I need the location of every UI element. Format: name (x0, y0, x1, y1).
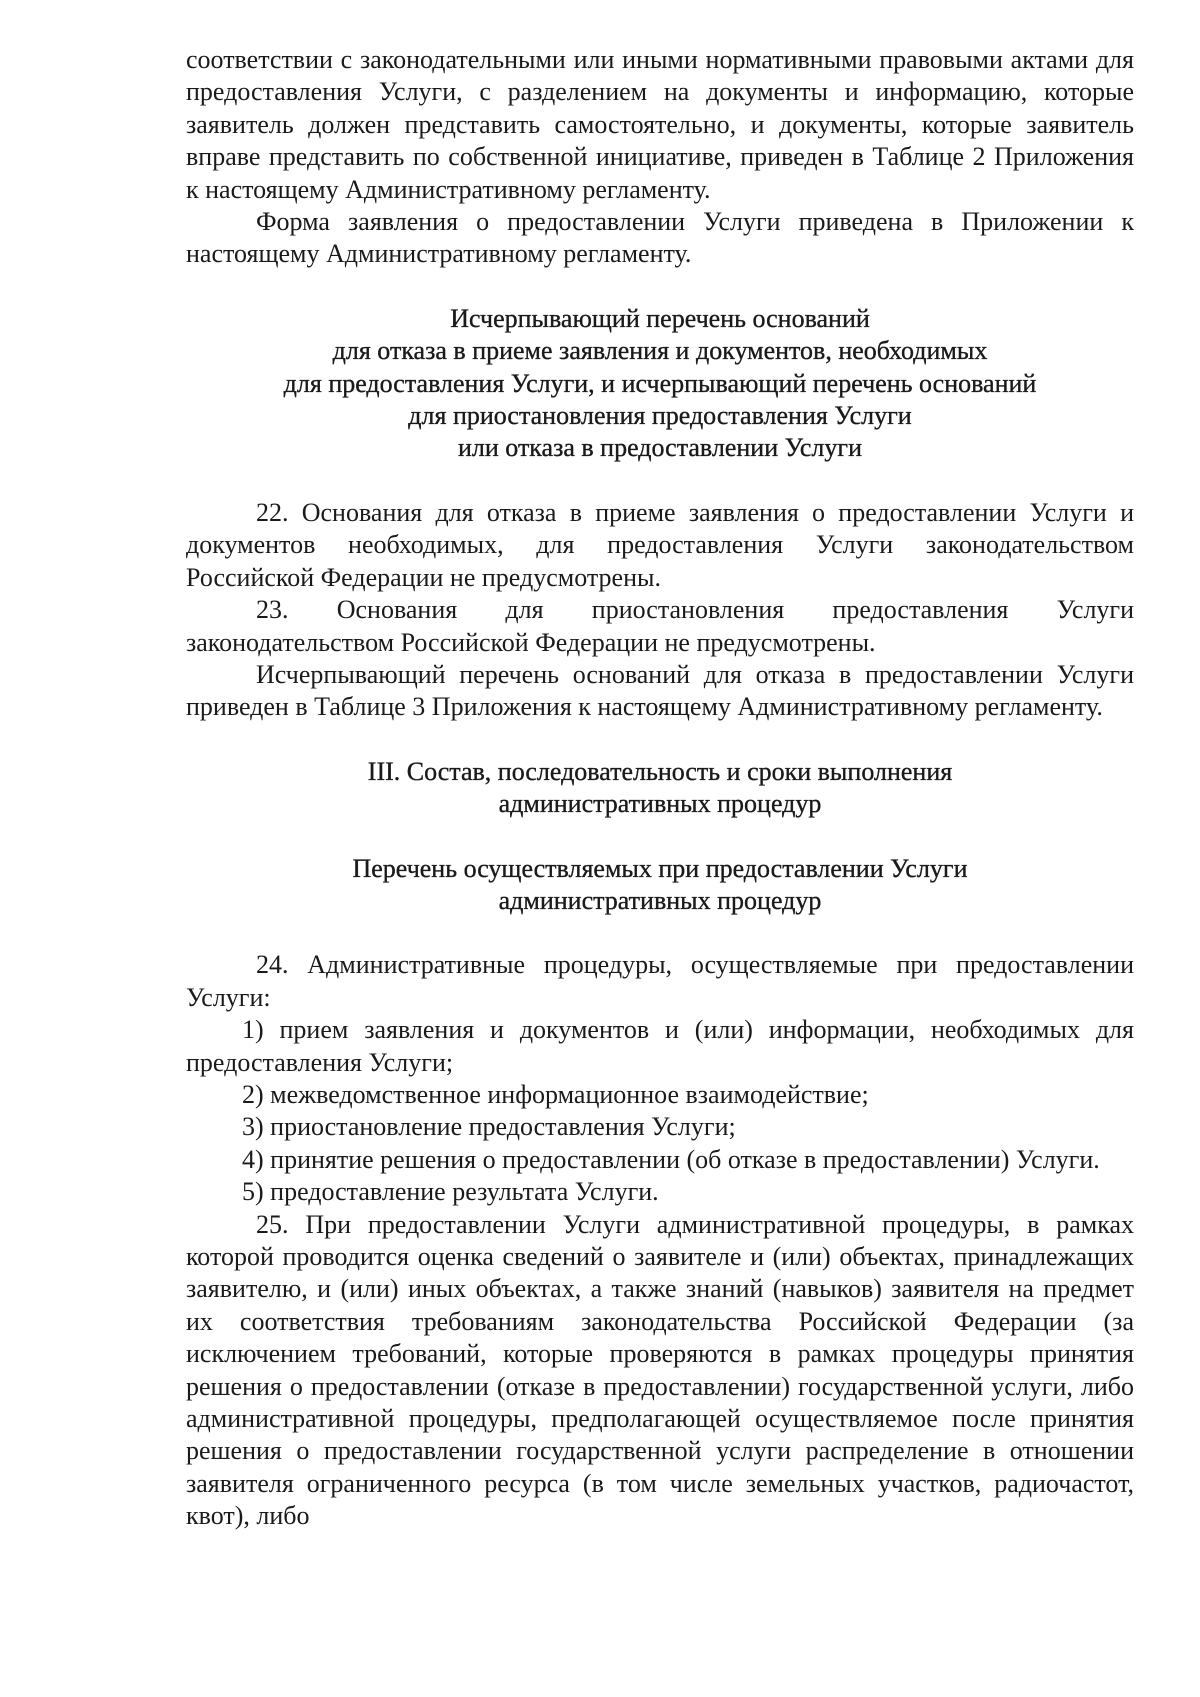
paragraph-refusal-list: Исчерпывающий перечень оснований для отказа в предоставлении Услуги приведен в Таблице 3 Приложения к настоящему Административному регламенту. (186, 659, 1134, 722)
list-item: 1) прием заявления и документов и (или) информации, необходимых для предоставления Услуги; (186, 1015, 1134, 1077)
spacer (186, 917, 1134, 949)
paragraph-22: 22. Основания для отказа в приеме заявления о предоставлении Услуги и документов необходимых, для предоставления Услуги законодательством Российской Федерации не предусмотрены. (186, 497, 1134, 592)
paragraph-23: 23. Основания для приостановления предоставления Услуги законодательством Российской Федерации не предусмотрены. (186, 595, 1134, 657)
spacer (186, 821, 1134, 853)
spacer (186, 724, 1134, 756)
paragraph-24: 24. Административные процедуры, осуществляемые при предоставлении Услуги: (186, 950, 1134, 1012)
paragraph-25: 25. При предоставлении Услуги административной процедуры, в рамках которой проводится оценка сведений о заявителе и (или) объектах, принадлежащих заявителю, и (или) иных объектах, а также знаний (навыков) заявителя на предмет их соответствия требованиям законодательства Российской Федерации (за исключением требований, которые проверяются в рамках процедуры принятия решения о предоставлении (отказе в предоставлении) государственной услуги, либо административной процедуры, предполагающей осуществляемое после принятия решения о предоставлении государственной услуги распределение в отношении заявителя ограниченного ресурса (в том числе земельных участков, радиочастот, квот), либо (186, 1209, 1134, 1531)
paragraph-continuation: соответствии с законодательными или иными нормативными правовыми актами для предоставления Услуги, с разделением на документы и информацию, которые заявитель должен представить самостоятельно, и документы, которые заявитель вправе представить по собственной инициативе, приведен в Таблице 2 Приложения к настоящему Административному регламенту. (186, 45, 1134, 204)
heading-refusal-grounds: Исчерпывающий перечень оснований для отказа в приеме заявления и документов, необходимых для предоставления Услуги, и исчерпывающий перечень оснований для приостановления предоставления Услуги или отказа в предоставлении Услуги (283, 303, 1037, 463)
paragraph-application-form: Форма заявления о предоставлении Услуги приведена в Приложении к настоящему Административному регламенту. (186, 207, 1134, 269)
list-item: 3) приостановление предоставления Услуги; (242, 1112, 736, 1142)
spacer (186, 465, 1134, 497)
spacer (186, 271, 1134, 303)
document-page (186, 44, 1134, 1533)
list-item: 5) предоставление результата Услуги. (242, 1177, 659, 1207)
list-item: 2) межведомственное информационное взаимодействие; (242, 1079, 869, 1109)
heading-section-iii: III. Состав, последовательность и сроки выполнения административных процедур (367, 756, 953, 819)
list-item: 4) принятие решения о предоставлении (об отказе в предоставлении) Услуги. (242, 1144, 1100, 1174)
heading-procedures-list: Перечень осуществляемых при предоставлении Услуги административных процедур (352, 853, 968, 915)
